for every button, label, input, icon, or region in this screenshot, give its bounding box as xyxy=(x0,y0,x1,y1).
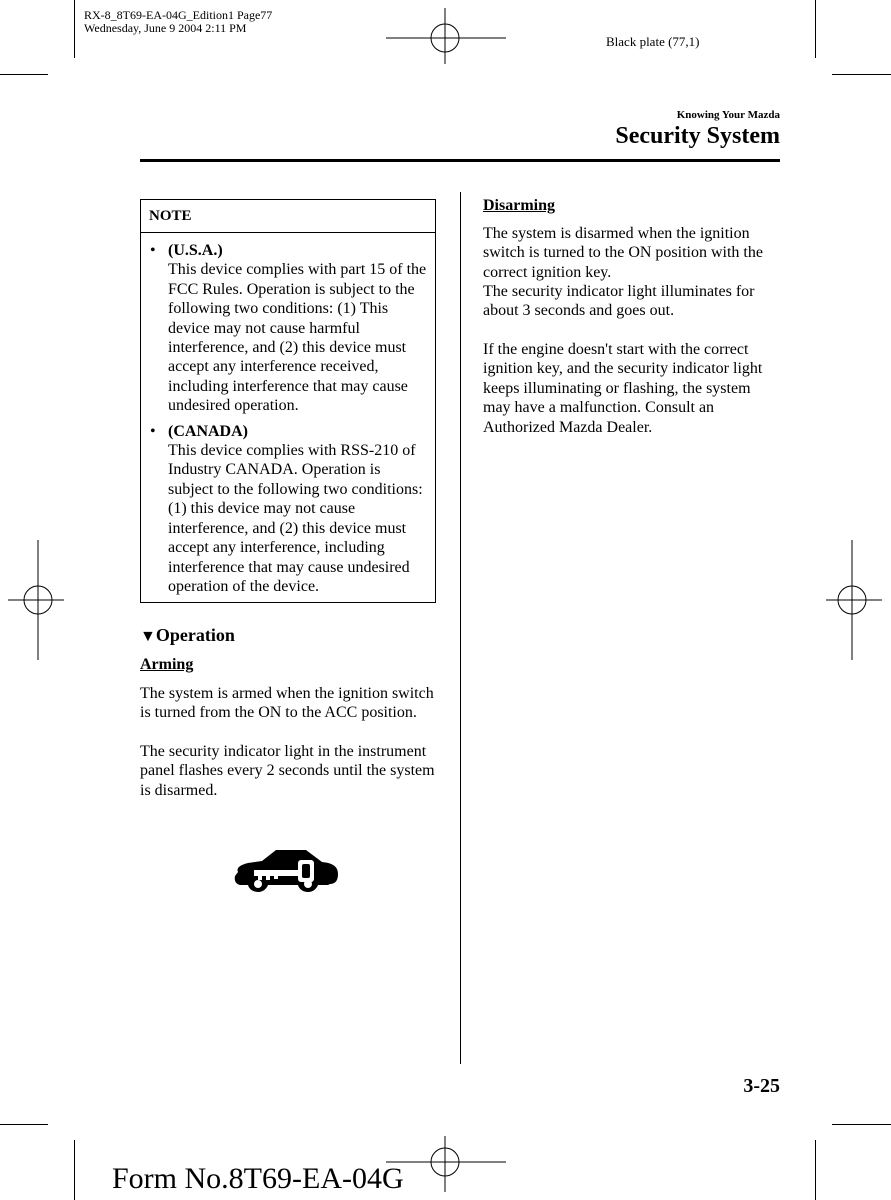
arming-paragraph-1: The system is armed when the ignition switch is turned from the ON to the ACC position. xyxy=(140,685,434,722)
operation-heading xyxy=(140,625,235,646)
crop-mark xyxy=(815,0,816,58)
note-item-canada xyxy=(141,422,435,597)
security-indicator-car-key-icon xyxy=(232,846,340,894)
note-heading: NOTE xyxy=(141,200,435,233)
print-header-date: Wednesday, June 9 2004 2:11 PM xyxy=(84,21,247,35)
note-item-text: This device complies with RSS-210 of Industry CANADA. Operation is subject to the following two conditions: (1) this device may not cause interference, and (2) this device must accept any interference, including interference that may cause undesired operation of the device. xyxy=(168,442,423,595)
crop-mark xyxy=(74,0,75,58)
registration-mark-left xyxy=(8,540,64,660)
crop-mark xyxy=(0,74,48,75)
registration-mark-top xyxy=(386,8,506,64)
column-divider xyxy=(460,192,461,1064)
disarming-paragraph-3: If the engine doesn't start with the correct ignition key, and the security indicator light keeps illuminating or flashing, the system may have a malfunction. Consult an Authorized Mazda Dealer. xyxy=(483,341,763,436)
registration-mark-bottom xyxy=(386,1136,506,1192)
operation-heading-text: Operation xyxy=(155,625,235,645)
note-item-label: (U.S.A.) xyxy=(168,242,223,259)
disarming-paragraph-1: The system is disarmed when the ignition switch is turned to the ON position with the correct ignition key. xyxy=(483,225,763,281)
page-title: Security System xyxy=(615,123,780,149)
note-item-label: (CANADA) xyxy=(168,422,248,440)
note-box xyxy=(140,199,436,603)
triangle-down-icon: ▼ xyxy=(140,628,156,645)
note-item-usa xyxy=(141,241,435,416)
chapter-label: Knowing Your Mazda xyxy=(676,109,780,121)
bullet-icon: • xyxy=(150,242,156,259)
note-item-text: This device complies with part 15 of the FCC Rules. Operation is subject to the following two conditions: (1) This device may not cause harmful interference, and (2) this device must accept any interference received, including interference that may cause undesired operation. xyxy=(168,261,427,415)
crop-mark xyxy=(74,1140,75,1200)
crop-mark xyxy=(0,1124,48,1125)
registration-mark-right xyxy=(826,540,882,660)
page-number: 3-25 xyxy=(743,1075,780,1097)
arming-paragraph-2: The security indicator light in the instrument panel flashes every 2 seconds until the system is disarmed. xyxy=(140,743,435,799)
arming-heading: Arming xyxy=(140,656,194,673)
print-header-plate: Black plate (77,1) xyxy=(606,34,700,49)
crop-mark xyxy=(832,1124,891,1125)
form-number: Form No.8T69-EA-04G xyxy=(112,1162,404,1195)
print-header-file: RX-8_8T69-EA-04G_Edition1 Page77 xyxy=(84,8,273,22)
crop-mark xyxy=(832,74,891,75)
crop-mark xyxy=(815,1140,816,1200)
disarming-paragraph-2: The security indicator light illuminates for about 3 seconds and goes out. xyxy=(483,283,755,320)
title-rule xyxy=(140,159,780,162)
bullet-icon: • xyxy=(150,422,156,440)
disarming-heading: Disarming xyxy=(483,197,555,214)
